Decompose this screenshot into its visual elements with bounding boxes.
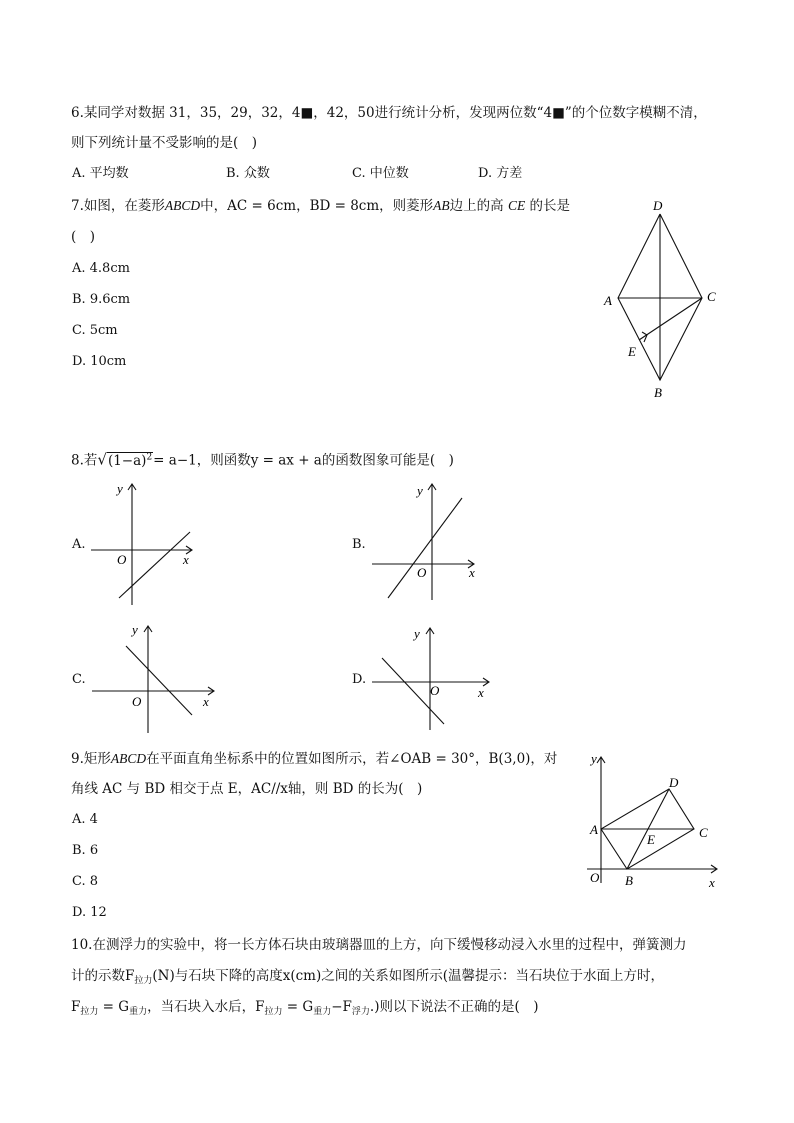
q10-stem-line3: $F_{拉力} = G_{重力}$，当石块入水后，$F_{拉力} = G_{重力}-F_{浮力}$.)则以下说法不正确的是( ): [71, 999, 539, 1017]
axis-x-label: x: [478, 685, 484, 700]
q8-option-c: C.: [72, 672, 86, 687]
q7-paren: ( ): [71, 229, 96, 245]
label-d: D: [653, 198, 663, 213]
q9-rectangle-figure: [585, 745, 735, 893]
label-o: O: [590, 870, 600, 885]
axis-x-label: x: [183, 552, 189, 567]
q7-side: AB: [433, 198, 450, 213]
q7-stem-line1: [71, 197, 570, 215]
origin-label: O: [117, 552, 127, 567]
label-b: B: [654, 385, 662, 400]
q8-stem: [71, 448, 454, 470]
q8-exponent: 2: [146, 452, 153, 462]
q7-option-c: C. 5cm: [72, 323, 118, 338]
q6-option-d: D. 方差: [478, 166, 523, 181]
q8-graph-b: [368, 478, 488, 608]
axis-y-label: y: [132, 622, 138, 637]
q6-option-b: B. 众数: [226, 166, 270, 181]
q9-stem-line2: 角线 AC 与 BD 相交于点 E，AC//x轴，则 BD 的长为( ): [71, 781, 423, 797]
label-c: C: [699, 825, 708, 840]
label-a: A: [590, 822, 598, 837]
label-a: A: [604, 293, 612, 308]
axis-x-label: x: [203, 694, 209, 709]
q8-prefix: 8.若: [71, 452, 98, 469]
q6-stem-line1: 6.某同学对数据 31，35，29，32，4■，42，50进行统计分析，发现两位数“4■”的个位数字模糊不清，: [71, 105, 707, 121]
q8-option-a: A.: [72, 537, 86, 552]
q6-option-c: C. 中位数: [352, 166, 409, 181]
label-b: B: [625, 873, 633, 888]
q9-option-a: A. 4: [72, 812, 98, 827]
function-line: [119, 532, 190, 598]
q7-option-d: D. 10cm: [72, 354, 127, 369]
q8-graph-a: [88, 478, 203, 608]
q10-stem-line1: 10.在测浮力的实验中，将一长方体石块由玻璃器皿的上方，向下缓慢移动浸入水里的过程中，弹簧测力: [71, 937, 687, 953]
label-e: E: [647, 832, 655, 847]
axis-y-label: y: [414, 626, 420, 641]
altitude-ce: [639, 298, 702, 340]
origin-label: O: [132, 694, 142, 709]
q7-option-b: B. 9.6cm: [72, 292, 131, 307]
q7-suffix: 的长是: [529, 198, 571, 214]
q7-alt: CE: [507, 198, 526, 213]
q6-option-a: A. 平均数: [72, 166, 129, 181]
axis-y-label: y: [117, 481, 123, 496]
q7-prefix: 7.如图，在菱形: [71, 198, 165, 214]
origin-label: O: [417, 565, 427, 580]
axis-x-label: x: [469, 565, 475, 580]
q9-option-c: C. 8: [72, 874, 99, 889]
q8-graph-d: [368, 620, 493, 735]
label-e: E: [628, 344, 636, 359]
q9-option-d: D. 12: [72, 905, 107, 920]
q9-option-b: B. 6: [72, 843, 99, 858]
q7-mid2: 边上的高: [449, 198, 504, 214]
q8-option-b: B.: [352, 537, 366, 552]
q7-rhombus-figure: [590, 195, 740, 405]
q9-stem-line1: 9.矩形ABCD在平面直角坐标系中的位置如图所示，若∠OAB = 30°，B(3,0)，对: [71, 751, 558, 767]
q8-graph-c: [88, 618, 218, 736]
axis-y-label: y: [417, 483, 423, 498]
q7-mid: 中，AC = 6cm，BD = 8cm，则菱形: [200, 198, 434, 214]
label-y: y: [591, 751, 597, 766]
q6-stem-line2: 则下列统计量不受影响的是( ): [71, 135, 258, 151]
label-c: C: [707, 289, 716, 304]
function-line: [388, 498, 462, 598]
origin-label: O: [430, 683, 440, 698]
q8-suffix: = a−1，则函数y = ax + a的函数图象可能是( ): [153, 452, 454, 469]
label-d: D: [669, 775, 679, 790]
sqrt-sign: √: [97, 450, 107, 469]
q8-radicand: $(1-a)^2$: [107, 452, 153, 469]
q10-stem-line2: 计的示数$F_{拉力}(N)$与石块下降的高度x(cm)之间的关系如图所示(温馨提示：当石块位于水面上方时，: [71, 968, 665, 986]
q7-shape: ABCD: [164, 198, 201, 213]
label-x: x: [709, 875, 715, 890]
q7-option-a: A. 4.8cm: [72, 261, 130, 276]
q8-option-d: D.: [352, 672, 367, 687]
